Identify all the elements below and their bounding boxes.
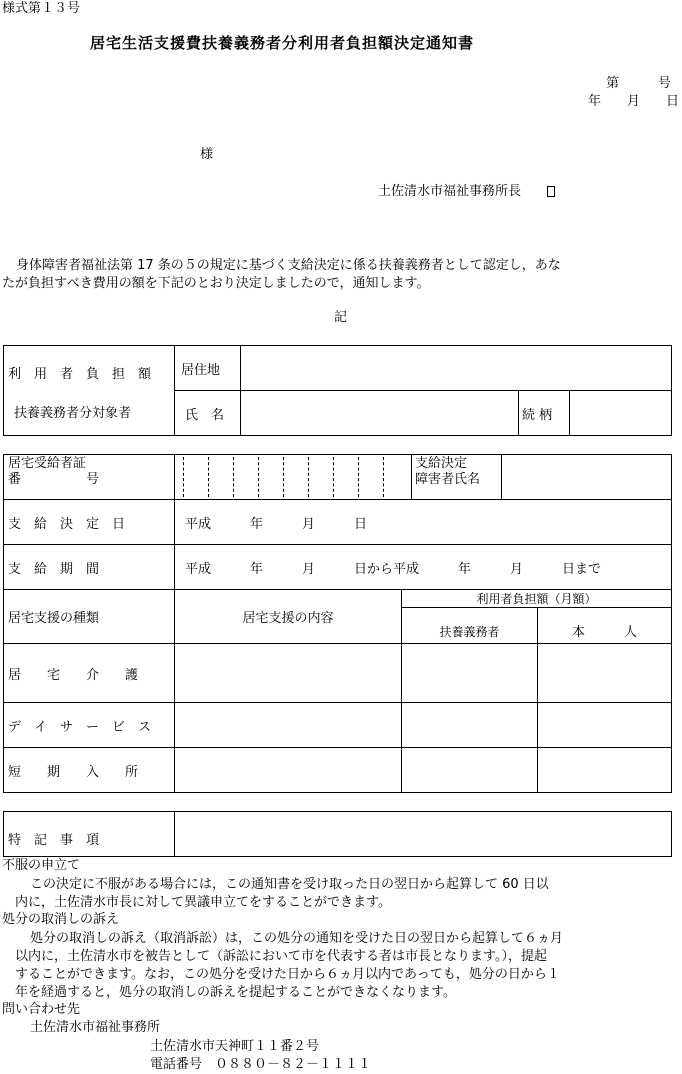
- relation-label: 続 柄: [519, 391, 570, 436]
- decision-label-line-1: 支給決定: [415, 456, 468, 471]
- period-value: 平成 年 月 日から平成 年 月 日まで: [175, 545, 672, 590]
- decision-person-label: [412, 455, 502, 500]
- lawsuit-line-3: することができます。なお，この処分を受けた日から６ヵ月以内であっても，処分の日から１: [15, 967, 560, 982]
- decision-date-label: 支 給 決 定 日: [4, 500, 175, 545]
- intro-line-2: たが負担すべき費用の額を下記のとおり決定しましたので，通知します。: [2, 276, 430, 291]
- supporter-header: 扶養義務者: [402, 608, 538, 644]
- burden-header: 利用者負担額（月額）: [402, 590, 672, 608]
- decision-date-value: 平成 年 月 日: [175, 500, 672, 545]
- lawsuit-line-4: 年を経過すると，処分の取消しの訴えを提起することができなくなります。: [15, 985, 456, 1000]
- cert-label-line-1: 居宅受給者証: [8, 456, 87, 471]
- service-short-stay: 短 期 入 所: [4, 748, 175, 793]
- name-label: 氏 名: [175, 391, 241, 436]
- cert-number-label: [4, 455, 175, 500]
- contact-address: 土佐清水市天神町１１番２号: [150, 1039, 320, 1054]
- service-table: [3, 454, 672, 793]
- intro-line-1: 身体障害者福祉法第 17 条の５の規定に基づく支給決定に係る扶養義務者として認定し，あな: [16, 258, 561, 273]
- service-day-service: デ イ サ ー ビ ス: [4, 703, 175, 748]
- appeal-line-2: 内に，土佐清水市長に対して異議申立てをすることができます。: [15, 895, 391, 910]
- short-stay-self[interactable]: [538, 748, 672, 793]
- beneficiary-table: [3, 345, 672, 436]
- special-notes-label: 特 記 事 項: [4, 812, 175, 857]
- self-header: 本 人: [538, 608, 672, 644]
- cert-number-field[interactable]: [175, 455, 412, 500]
- day-service-supporter[interactable]: [402, 703, 538, 748]
- special-notes-table: [3, 811, 672, 857]
- cert-label-line-2: 番 号: [8, 472, 100, 487]
- appeal-heading: 不服の申立て: [2, 858, 81, 873]
- content-header: 居宅支援の内容: [175, 590, 402, 644]
- address-label: 居住地: [175, 346, 241, 391]
- document-title: 居宅生活支援費扶養義務者分利用者負担額決定通知書: [90, 34, 475, 52]
- decision-label-line-2: 障害者氏名: [415, 472, 481, 487]
- name-field[interactable]: [241, 391, 519, 436]
- target-label: 扶養義務者分対象者: [14, 406, 132, 421]
- home-care-self[interactable]: [538, 644, 672, 703]
- contact-office: 土佐清水市福祉事務所: [30, 1020, 161, 1035]
- contact-heading: 問い合わせ先: [2, 1002, 81, 1017]
- day-service-self[interactable]: [538, 703, 672, 748]
- burden-label: 利 用 者 負 担 額: [8, 367, 152, 382]
- relation-field[interactable]: [570, 391, 672, 436]
- addressee-suffix: 様: [200, 147, 214, 162]
- contact-phone: 電話番号 ０８８０－８２－１１１１: [150, 1057, 372, 1072]
- type-header: 居宅支援の種類: [4, 590, 175, 644]
- day-service-content[interactable]: [175, 703, 402, 748]
- short-stay-supporter[interactable]: [402, 748, 538, 793]
- lawsuit-line-2: 以内に，土佐清水市を被告として（訴訟において市を代表する者は市長となります。），提起: [15, 949, 547, 964]
- appeal-line-1: この決定に不服がある場合には，この通知書を受け取った日の翌日から起算して 60 日以: [30, 877, 549, 892]
- service-home-care: 居 宅 介 護: [4, 644, 175, 703]
- decision-person-field[interactable]: [502, 455, 672, 500]
- lawsuit-heading: 処分の取消しの訴え: [2, 912, 120, 927]
- home-care-supporter[interactable]: [402, 644, 538, 703]
- address-field[interactable]: [241, 346, 672, 391]
- home-care-content[interactable]: [175, 644, 402, 703]
- special-notes-field[interactable]: [175, 812, 672, 857]
- short-stay-content[interactable]: [175, 748, 402, 793]
- issuer: [378, 185, 555, 198]
- form-number: 様式第１３号: [2, 1, 81, 16]
- document-number: 第 号: [606, 76, 672, 91]
- lawsuit-line-1: 処分の取消しの訴え（取消訴訟）は，この処分の通知を受けた日の翌日から起算して６ヵ月: [30, 931, 564, 946]
- ki-heading: 記: [334, 310, 348, 325]
- document-date: 年 月 日: [588, 94, 680, 109]
- issuer-name: 土佐清水市福祉事務所長: [378, 184, 522, 199]
- seal-mark: [547, 186, 555, 197]
- period-label: 支 給 期 間: [4, 545, 175, 590]
- beneficiary-label-cell: [4, 346, 175, 436]
